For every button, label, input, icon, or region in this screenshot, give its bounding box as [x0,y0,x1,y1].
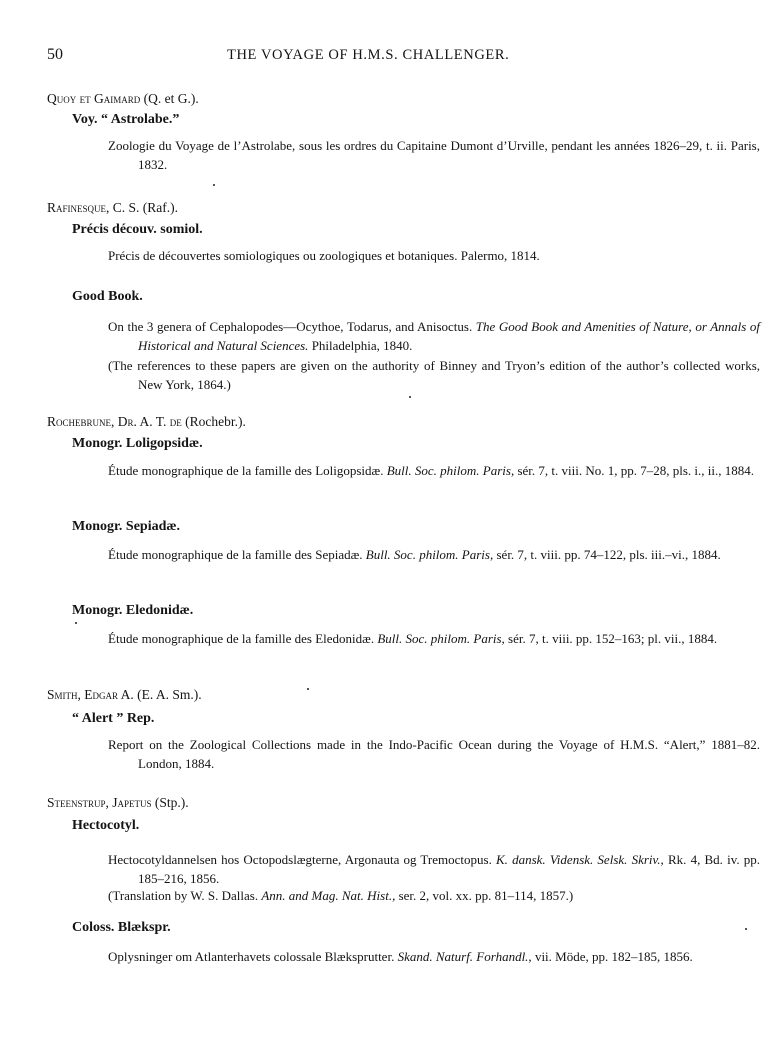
author-heading: Quoy et Gaimard (Q. et G.). [47,91,199,106]
work-abbreviation: Coloss. Blækspr. [72,920,171,935]
bibliography-entry: Étude monographique de la famille des Loligopsidæ. Bull. Soc. philom. Paris, sér. 7, t. viii. No. 1, pp. 7–28, pls. i., ii., 1884. [108,463,754,478]
work-abbreviation: Good Book. [72,289,143,304]
bibliography-entry: Étude monographique de la famille des Eledonidæ. Bull. Soc. philom. Paris, sér. 7, t. viii. pp. 152–163; pl. vii., 1884. [108,631,718,646]
page-header [47,46,747,68]
page-number: 50 [47,46,63,63]
work-abbreviation: Voy. “ Astrolabe.” [72,112,180,127]
bibliography-entry: Oplysninger om Atlanterhavets colossale Blæksprutter. Skand. Naturf. Forhandl., vii. Möde, pp. 182–185, 1856. [108,949,693,964]
work-abbreviation: Précis découv. somiol. [72,222,203,237]
work-abbreviation: Hectocotyl. [72,818,140,833]
bibliography-entry: Précis de découvertes somiologiques ou zoologiques et botaniques. Palermo, 1814. [108,248,540,263]
author-heading: Steenstrup, Japetus (Stp.). [47,795,189,810]
scan-speck [75,622,77,624]
work-abbreviation: Monogr. Eledonidæ. [72,603,194,618]
work-abbreviation: “ Alert ” Rep. [72,711,155,726]
author-heading: Rochebrune, Dr. A. T. de (Rochebr.). [47,414,246,429]
scan-speck [745,928,747,930]
scan-speck [307,688,309,690]
running-head: THE VOYAGE OF H.M.S. CHALLENGER. [227,47,510,63]
bibliography-entry: On the 3 genera of Cephalopodes—Ocythoe, Todarus, and Anisoctus. The Good Book and Amenities of Nature, or Annals of Historical and Natural Sciences. Philadelphia, 1840. [108,319,760,353]
bibliography-note: (The references to these papers are given on the authority of Binney and Tryon’s edition of the author’s collected works, New York, 1864.) [108,358,760,392]
author-heading: Rafinesque, C. S. (Raf.). [47,200,179,215]
author-heading: Smith, Edgar A. (E. A. Sm.). [47,687,202,702]
work-abbreviation: Monogr. Loligopsidæ. [72,436,203,451]
bibliography-entry: Zoologie du Voyage de l’Astrolabe, sous les ordres du Capitaine Dumont d’Urville, pendant les années 1826–29, t. ii. Paris, 1832. [108,138,760,172]
bibliography-note: (Translation by W. S. Dallas. Ann. and Mag. Nat. Hist., ser. 2, vol. xx. pp. 81–114, 1857.) [108,888,574,903]
scan-speck [213,184,215,186]
work-abbreviation: Monogr. Sepiadæ. [72,519,181,534]
bibliography-entry: Hectocotyldannelsen hos Octopodslægterne, Argonauta og Tremoctopus. K. dansk. Vidensk. Selsk. Skriv., Rk. 4, Bd. iv. pp. 185–216, 1856. [108,852,761,886]
bibliography-entry: Étude monographique de la famille des Sepiadæ. Bull. Soc. philom. Paris, sér. 7, t. viii. pp. 74–122, pls. iii.–vi., 1884. [108,547,721,562]
bibliography-entry: Report on the Zoological Collections made in the Indo-Pacific Ocean during the Voyage of H.M.S. “Alert,” 1881–82. London, 1884. [108,737,760,771]
scan-speck [409,396,411,398]
